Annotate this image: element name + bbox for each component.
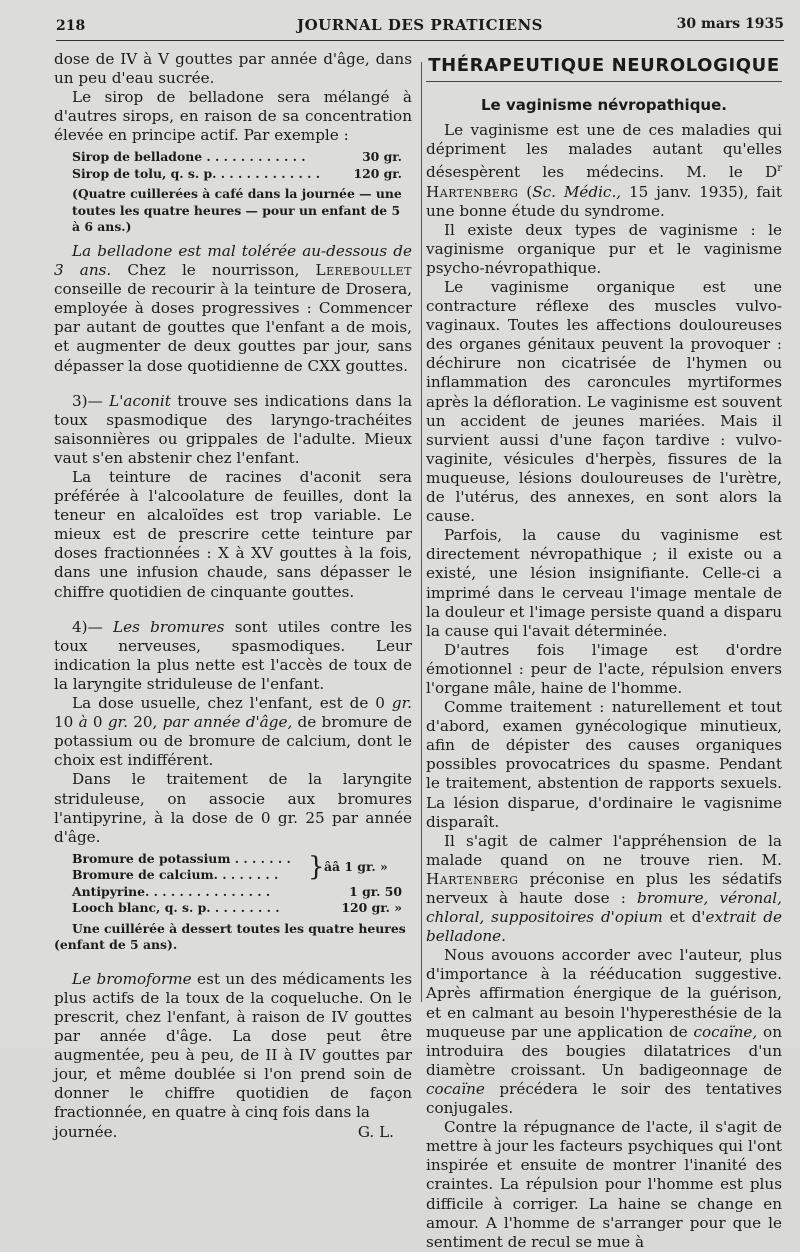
ingredient: Bromure de calcium. . . . . . . . — [72, 867, 279, 883]
prescription-line — [72, 884, 412, 901]
superscript: r — [777, 163, 782, 175]
paragraph: La teinture de racines d'aconit sera préférée à l'alcoolature de feuilles, dont la teneur en alcaloïdes est trop variable. Le mieux est de prescrire cette teinture par doses fractionnées : X à XV gouttes à la fois, dans une infusion chaude, sans dépasser le chiffre quotidien de cinquante gouttes. — [54, 468, 412, 601]
paragraph — [426, 946, 782, 1118]
dose: ââ 1 gr. » — [324, 858, 388, 874]
author-name: Hartenberg — [426, 182, 519, 201]
paragraph: Il existe deux types de vaginisme : le vaginisme organique pur et le vaginisme psycho-névropathique. — [426, 220, 782, 277]
prescription-note: (Quatre cuillerées à café dans la journée — une toutes les quatre heures — pour un enfant de 5 à 6 ans.) — [72, 186, 402, 235]
text: 20, — [127, 713, 163, 732]
paragraph: Contre la répugnance de l'acte, il s'agit de mettre à jour les facteurs psychiques qui l'ont inspirée et ensuite de montrer l'inanité des craintes. La répulsion pour l'homme est plus difficile à corriger. La haine se change en amour. A l'homme de s'arranger pour que le sentiment de recul se mue à — [426, 1118, 782, 1251]
ingredient: Sirop de tolu, q. s. p. . . . . . . . . . . . . — [72, 165, 321, 181]
text: gr. — [391, 694, 412, 713]
prescription-line — [72, 149, 412, 166]
prescription-brace-group — [72, 851, 412, 884]
dose: 30 gr. — [362, 149, 402, 165]
paragraph: Comme traitement : naturellement et tout d'abord, examen gynécologique minutieux, afin de dépister des causes organiques possibles provocatrices du spasme. Pendant le traitement, abstention de rapports sexuels. La lésion disparue, d'ordinaire le vagisnime disparaît. — [426, 698, 782, 831]
dose: 120 gr. » — [341, 900, 402, 916]
text: ( — [518, 182, 533, 201]
text: de bromure de potassium ou de bromure de calcium, dont le choix est indifférent. — [54, 713, 413, 770]
right-column — [426, 50, 782, 1252]
text: 10 — [54, 713, 79, 732]
left-column — [54, 50, 412, 1142]
text: cocaïne, — [693, 1022, 758, 1041]
paragraph: dose de IV à V gouttes par année d'âge, dans un peu d'eau sucrée. — [54, 50, 412, 88]
text: gr. — [107, 713, 128, 732]
text: Nous avouons accorder avec l'auteur, plus d'importance à la rééducation suggestive. Après affirmation énergique de la guérison, et en calmant au besoin l'hyperesthésie de la muqueuse par une application de — [426, 946, 782, 1041]
column-divider — [421, 62, 422, 1002]
text: 0 — [87, 713, 108, 732]
paragraph: Le sirop de belladone sera mélangé à d'autres sirops, en raison de sa concentration élevée en principe actif. Par exemple : — [54, 88, 412, 145]
text: et d' — [662, 908, 706, 927]
ingredient: Antipyrine. . . . . . . . . . . . . . . — [72, 883, 271, 899]
paragraph — [54, 694, 412, 770]
text: sont utiles contre les toux nerveuses, spasmodiques. Leur indication la plus nette est l'accès de toux de la laryngite striduleuse de l'enfant. — [54, 617, 413, 693]
text: trouve ses indications dans la toux spasmodique des laryngo-trachéites saisonnières ou grippales de l'adulte. Mieux vaut s'en abstenir chez l'enfant. — [54, 391, 412, 467]
closing-line — [54, 1123, 412, 1142]
ingredient: Bromure de potassium . . . . . . . — [72, 850, 291, 866]
text: par année d'âge, — [162, 713, 293, 732]
paragraph — [426, 121, 782, 221]
paragraph: Dans le traitement de la laryngite striduleuse, on associe aux bromures l'antipyrine, à la dose de 0 gr. 25 par année d'âge. — [54, 770, 412, 846]
text: bromure, véronal, chloral, suppositoires d'opium — [426, 889, 782, 927]
paragraph: Le vaginisme organique est une contracture réflexe des muscles vulvo-vaginaux. Toutes les affections douloureuses des organes génitaux peuvent la provoquer : déchirure non cicatrisée de l'hymen ou inflammation des caroncules myrtiformes après la défloration. Le vaginisme est souvent un accident de jeunes mariées. Mais il survient aussi d'une façon tardive : vulvo-vaginite, vésicules d'herpès, fissures de la muqueuse, lésions douloureuses de l'urètre, de l'utérus, des annexes, en sont alors la cause. — [426, 278, 782, 526]
prescription-line — [72, 166, 412, 183]
paragraph — [54, 242, 412, 376]
signature: G. L. — [357, 1122, 394, 1141]
text: Chez le nourrisson, — [111, 261, 316, 280]
text: Le vaginisme est une de ces maladies qui dépriment les malades autant qu'elles désespèrent les médecins. M. le D — [426, 121, 782, 182]
prescription-bromures — [72, 851, 412, 917]
text: cocaïne — [426, 1079, 485, 1098]
journal-ref: Sc. Médic., — [532, 182, 622, 201]
text: à — [78, 713, 88, 732]
author-name: Lereboullet — [315, 261, 412, 280]
section-title: THÉRAPEUTIQUE NEUROLOGIQUE — [426, 56, 782, 82]
item-number: 4)— — [72, 617, 114, 636]
paragraph: D'autres fois l'image est d'ordre émotionnel : peur de l'acte, répulsion envers l'organe mâle, haine de l'homme. — [426, 640, 782, 697]
text: 15 janv. 1935), fait une bonne étude du syndrome. — [426, 182, 782, 220]
journal-title: JOURNAL DES PRATICIENS — [297, 16, 543, 34]
dose: 120 gr. — [353, 165, 402, 181]
italic-lead: Le bromoforme — [72, 969, 192, 988]
text: est un des médicaments les plus actifs de la toux de la coqueluche. On le prescrit, chez l'enfant, à raison de IV gouttes par année d'âge. La dose peut être augmentée, peu à peu, de II à IV gouttes par jour, et même doublée si l'on prend soin de donner le chiffre quotidien de façon fractionnée, en quatre à cinq fois dans la — [54, 969, 412, 1122]
text: journée. — [54, 1122, 118, 1141]
brace-glyph: } — [308, 851, 325, 882]
article-title: Le vaginisme névropathique. — [481, 96, 727, 115]
text: précédera le soir des tentatives conjugales. — [426, 1079, 782, 1118]
author-name: Hartenberg — [426, 869, 519, 888]
text: conseille de recourir à la teinture de Drosera, employée à doses progressives : Commencer par autant de gouttes que l'enfant a de mois, et augmenter de deux gouttes par jour, sans dépasser la dose quotidienne de CXX gouttes. — [54, 280, 412, 375]
page-header — [56, 12, 784, 41]
italic-lead: Les bromures — [113, 617, 225, 636]
paragraph: Parfois, la cause du vaginisme est directement névropathique ; il existe ou a existé, une lésion insignifiante. Celle-ci a imprimé dans le cerveau l'image mentale de la douleur et l'image persiste quand a disparu la cause qui l'avait déterminée. — [426, 526, 782, 640]
prescription-line — [72, 900, 412, 917]
italic-lead: La belladone est mal tolérée au-dessous de 3 ans. — [54, 241, 412, 280]
paragraph — [54, 970, 412, 1123]
text: on introduira des bougies dilatatrices d'un diamètre croissant. Un badigeonnage de — [426, 1022, 782, 1079]
item-number: 3)— — [72, 391, 110, 410]
ingredient: Sirop de belladone . . . . . . . . . . . . — [72, 149, 306, 165]
paragraph — [54, 392, 412, 468]
prescription-belladone — [72, 149, 412, 182]
text: Il s'agit de calmer l'appréhension de la malade quand on ne trouve rien. M. — [426, 831, 782, 869]
page-number: 218 — [56, 18, 86, 34]
text: préconise en plus les sédatifs nerveux à haute dose : — [426, 869, 782, 907]
dose: 1 gr. 50 — [349, 883, 402, 899]
paragraph — [426, 832, 782, 947]
text: La dose usuelle, chez l'enfant, est de 0 — [72, 694, 392, 713]
text: extrait de belladone. — [426, 908, 782, 946]
italic-lead: L'aconit — [109, 391, 171, 410]
paragraph — [54, 618, 412, 694]
ingredient: Looch blanc, q. s. p. . . . . . . . . — [72, 900, 280, 916]
issue-date: 30 mars 1935 — [676, 16, 784, 32]
prescription-note: Une cuillérée à dessert toutes les quatre heures (enfant de 5 ans). — [54, 920, 406, 953]
